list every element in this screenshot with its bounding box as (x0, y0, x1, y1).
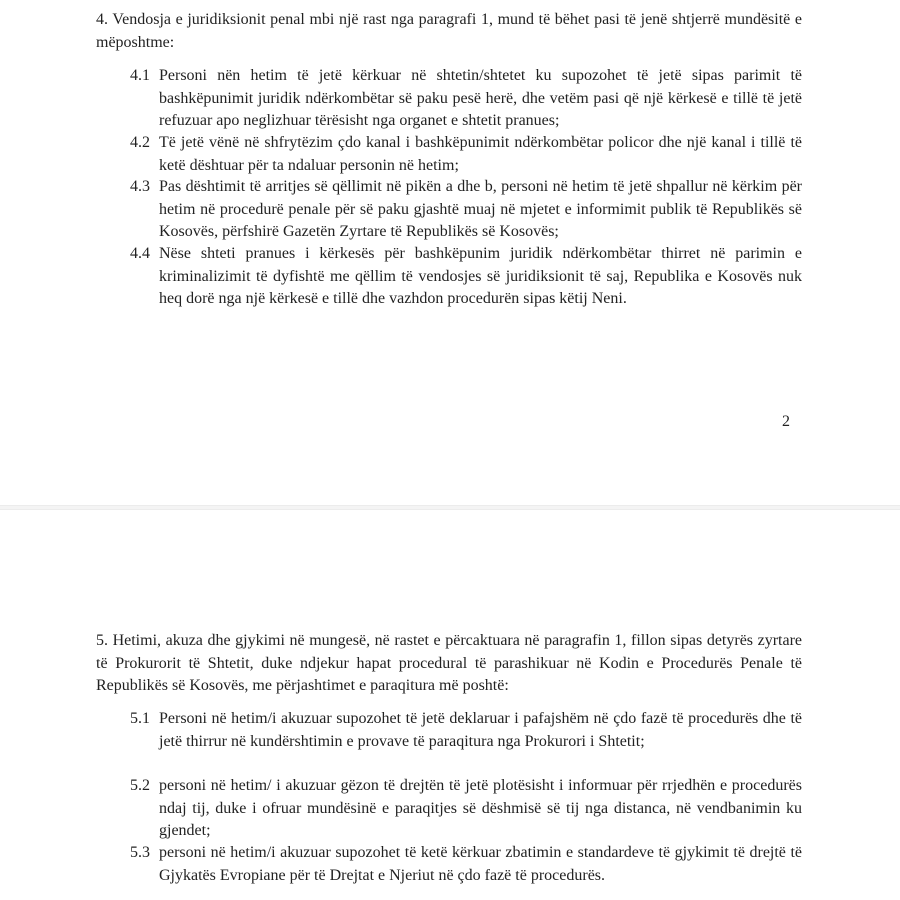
list-item-text: Personi nën hetim të jetë kërkuar në shtetin/shtetet ku supozohet të jetë sipas parimit të bashkëpunimit juridik ndërkombëtar së paku pesë herë, dhe vetëm pasi që një kërkesë e tillë të jetë refuzuar apo neglizhuar tërësisht nga organet e shtetit pranues; (159, 67, 802, 129)
paragraph-5: 5. Hetimi, akuza dhe gjykimi në mungesë, në rastet e përcaktuara në paragrafin 1, fillon sipas detyrës zyrtare të Prokurorit të Shtetit, duke ndjekur hapat procedural të parashikuar në Kodin e Procedurës Penale të Republikës së Kosovës, me përjashtimet e paraqitura më poshtë: (96, 632, 802, 694)
list-item-number: 5.3 (130, 844, 150, 861)
list-item-text: Personi në hetim/i akuzuar supozohet të jetë deklaruar i pafajshëm në çdo fazë të procedurës dhe të jetë thirrur në kundërshtimin e provave të paraqitura nga Prokurori i Shtetit; (159, 710, 802, 750)
list-item-text: Të jetë vënë në shfrytëzim çdo kanal i bashkëpunimit ndërkombëtar policor dhe një kanal i tillë të ketë dështuar për ta ndaluar personin në hetim; (159, 134, 802, 174)
list-item-number: 5.1 (130, 710, 150, 727)
list-item-number: 5.2 (130, 777, 150, 794)
list-item-text: personi në hetim/i akuzuar supozohet të ketë kërkuar zbatimin e standardeve të gjykimit të drejtë të Gjykatës Evropiane për të Drejtat e Njeriut në çdo fazë të procedurës. (159, 844, 802, 884)
list-item-text: Nëse shteti pranues i kërkesës për bashkëpunim juridik ndërkombëtar thirret në parimin e kriminalizimit të dyfishtë me qëllim të vendosjes së juridiksionit të saj, Republika e Kosovës nuk heq dorë nga një kërkesë e tillë dhe vazhdon procedurën sipas këtij Neni. (159, 245, 802, 307)
list-item-5-3 (130, 842, 802, 887)
list-item-text: personi në hetim/ i akuzuar gëzon të drejtën të jetë plotësisht i informuar për rrjedhën e procedurës ndaj tij, duke i ofruar mundësinë e paraqitjes së dëshmisë së tij nga distanca, në vendbanimin ku gjendet; (159, 777, 802, 839)
list-item-number: 4.3 (130, 178, 150, 195)
paragraph-4: 4. Vendosja e juridiksionit penal mbi një rast nga paragrafi 1, mund të bëhet pasi të jenë shtjerrë mundësitë e mëposhtme: (96, 11, 802, 51)
document-page-bottom (0, 510, 900, 900)
list-item-text: Pas dështimit të arritjes së qëllimit në pikën a dhe b, personi në hetim të jetë shpallur në kërkim për hetim në procedurë penale për së paku gjashtë muaj në mjetet e informimit publik të Republikës së Kosovës, përfshirë Gazetën Zyrtare të Republikës së Kosovës; (159, 178, 802, 240)
list-item-5-1 (130, 708, 802, 753)
list-item-5-2 (130, 775, 802, 843)
page-number: 2 (782, 413, 790, 430)
list-item-4-1 (130, 65, 802, 133)
list-item-4-3 (130, 176, 802, 244)
list-item-number: 4.1 (130, 67, 150, 84)
list-item-number: 4.2 (130, 134, 150, 151)
list-item-number: 4.4 (130, 245, 150, 262)
list-item-4-4 (130, 243, 802, 311)
list-item-4-2 (130, 132, 802, 177)
